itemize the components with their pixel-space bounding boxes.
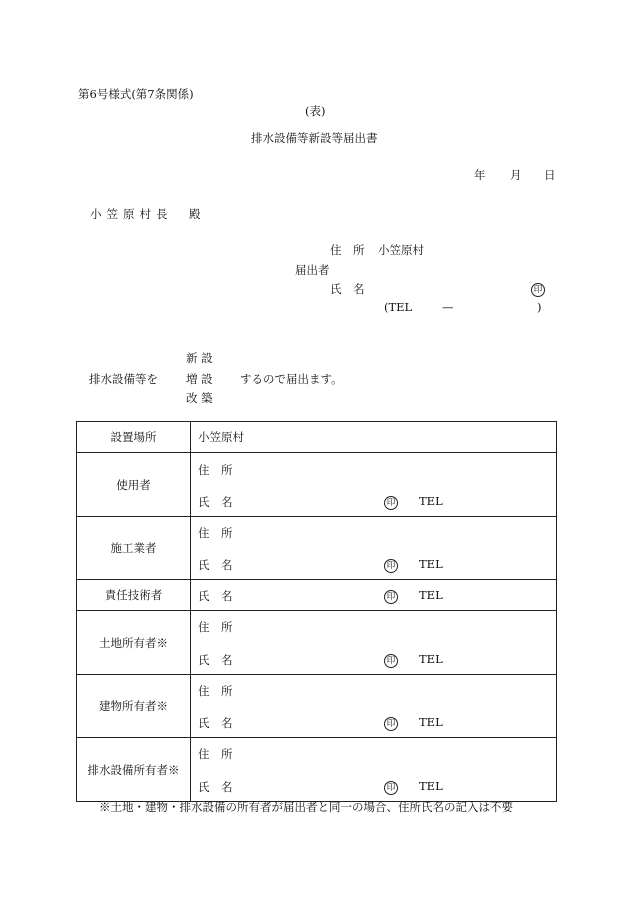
location-label: 設置場所	[77, 422, 191, 453]
notification-table	[76, 421, 557, 802]
location-value-cell	[191, 422, 557, 453]
row-fields-land-owner	[191, 611, 557, 675]
applicant-address-value: 小笠原村	[378, 243, 424, 257]
option-remodel: 改 築	[186, 391, 213, 405]
name-label: 氏 名	[198, 780, 233, 794]
row-fields-engineer	[191, 580, 557, 611]
applicant-tel-open: (TEL	[384, 300, 413, 314]
notice-suffix: するので届出ます。	[240, 372, 343, 386]
tel-label: TEL	[419, 494, 443, 508]
front-label: (表)	[305, 104, 326, 118]
tel-label: TEL	[419, 779, 443, 793]
form-number: 第6号様式(第7条関係)	[78, 87, 194, 101]
applicant-seal-icon: 印	[531, 281, 545, 297]
name-label: 氏 名	[198, 589, 233, 603]
applicant-tel-close: )	[537, 300, 542, 314]
address-label: 住 所	[198, 526, 233, 540]
row-fields-drainage-owner	[191, 738, 557, 802]
seal-icon: 印	[384, 715, 398, 731]
address-label: 住 所	[198, 747, 233, 761]
address-label: 住 所	[198, 684, 233, 698]
location-value: 小笠原村	[198, 430, 244, 444]
table-row-location	[77, 422, 557, 453]
seal-icon: 印	[384, 779, 398, 795]
applicant-name-label: 氏 名	[330, 282, 365, 296]
table-row	[77, 738, 557, 802]
table-row	[77, 611, 557, 675]
seal-icon: 印	[384, 652, 398, 668]
table-row	[77, 675, 557, 738]
name-label: 氏 名	[198, 653, 233, 667]
notice-subject: 排水設備等を	[89, 372, 158, 386]
table-row	[77, 517, 557, 580]
name-label: 氏 名	[198, 495, 233, 509]
seal-icon: 印	[384, 557, 398, 573]
applicant-role-label: 届出者	[295, 263, 330, 277]
tel-label: TEL	[419, 652, 443, 666]
option-new: 新 設	[186, 351, 213, 365]
footnote: ※土地・建物・排水設備の所有者が届出者と同一の場合、住所氏名の記入は不要	[99, 800, 513, 814]
row-label-building-owner: 建物所有者※	[77, 675, 191, 738]
name-label: 氏 名	[198, 558, 233, 572]
tel-label: TEL	[419, 715, 443, 729]
name-label: 氏 名	[198, 716, 233, 730]
row-fields-user	[191, 453, 557, 517]
address-label: 住 所	[198, 463, 233, 477]
seal-icon: 印	[384, 494, 398, 510]
applicant-tel-dash: —	[442, 300, 454, 314]
row-fields-contractor	[191, 517, 557, 580]
table-row	[77, 453, 557, 517]
table-row	[77, 580, 557, 611]
date-year: 年	[474, 168, 486, 182]
addressee: 小笠原村長 殿	[90, 207, 206, 221]
seal-icon: 印	[384, 588, 398, 604]
document-title: 排水設備等新設等届出書	[251, 131, 378, 145]
applicant-address-label: 住 所	[330, 243, 365, 257]
address-label: 住 所	[198, 620, 233, 634]
row-label-contractor: 施工業者	[77, 517, 191, 580]
row-fields-building-owner	[191, 675, 557, 738]
row-label-user: 使用者	[77, 453, 191, 517]
date-day: 日	[544, 168, 556, 182]
tel-label: TEL	[419, 557, 443, 571]
option-expand: 増 設	[186, 372, 213, 386]
tel-label: TEL	[419, 588, 443, 602]
row-label-land-owner: 土地所有者※	[77, 611, 191, 675]
row-label-engineer: 責任技術者	[77, 580, 191, 611]
row-label-drainage-owner: 排水設備所有者※	[77, 738, 191, 802]
date-month: 月	[510, 168, 522, 182]
